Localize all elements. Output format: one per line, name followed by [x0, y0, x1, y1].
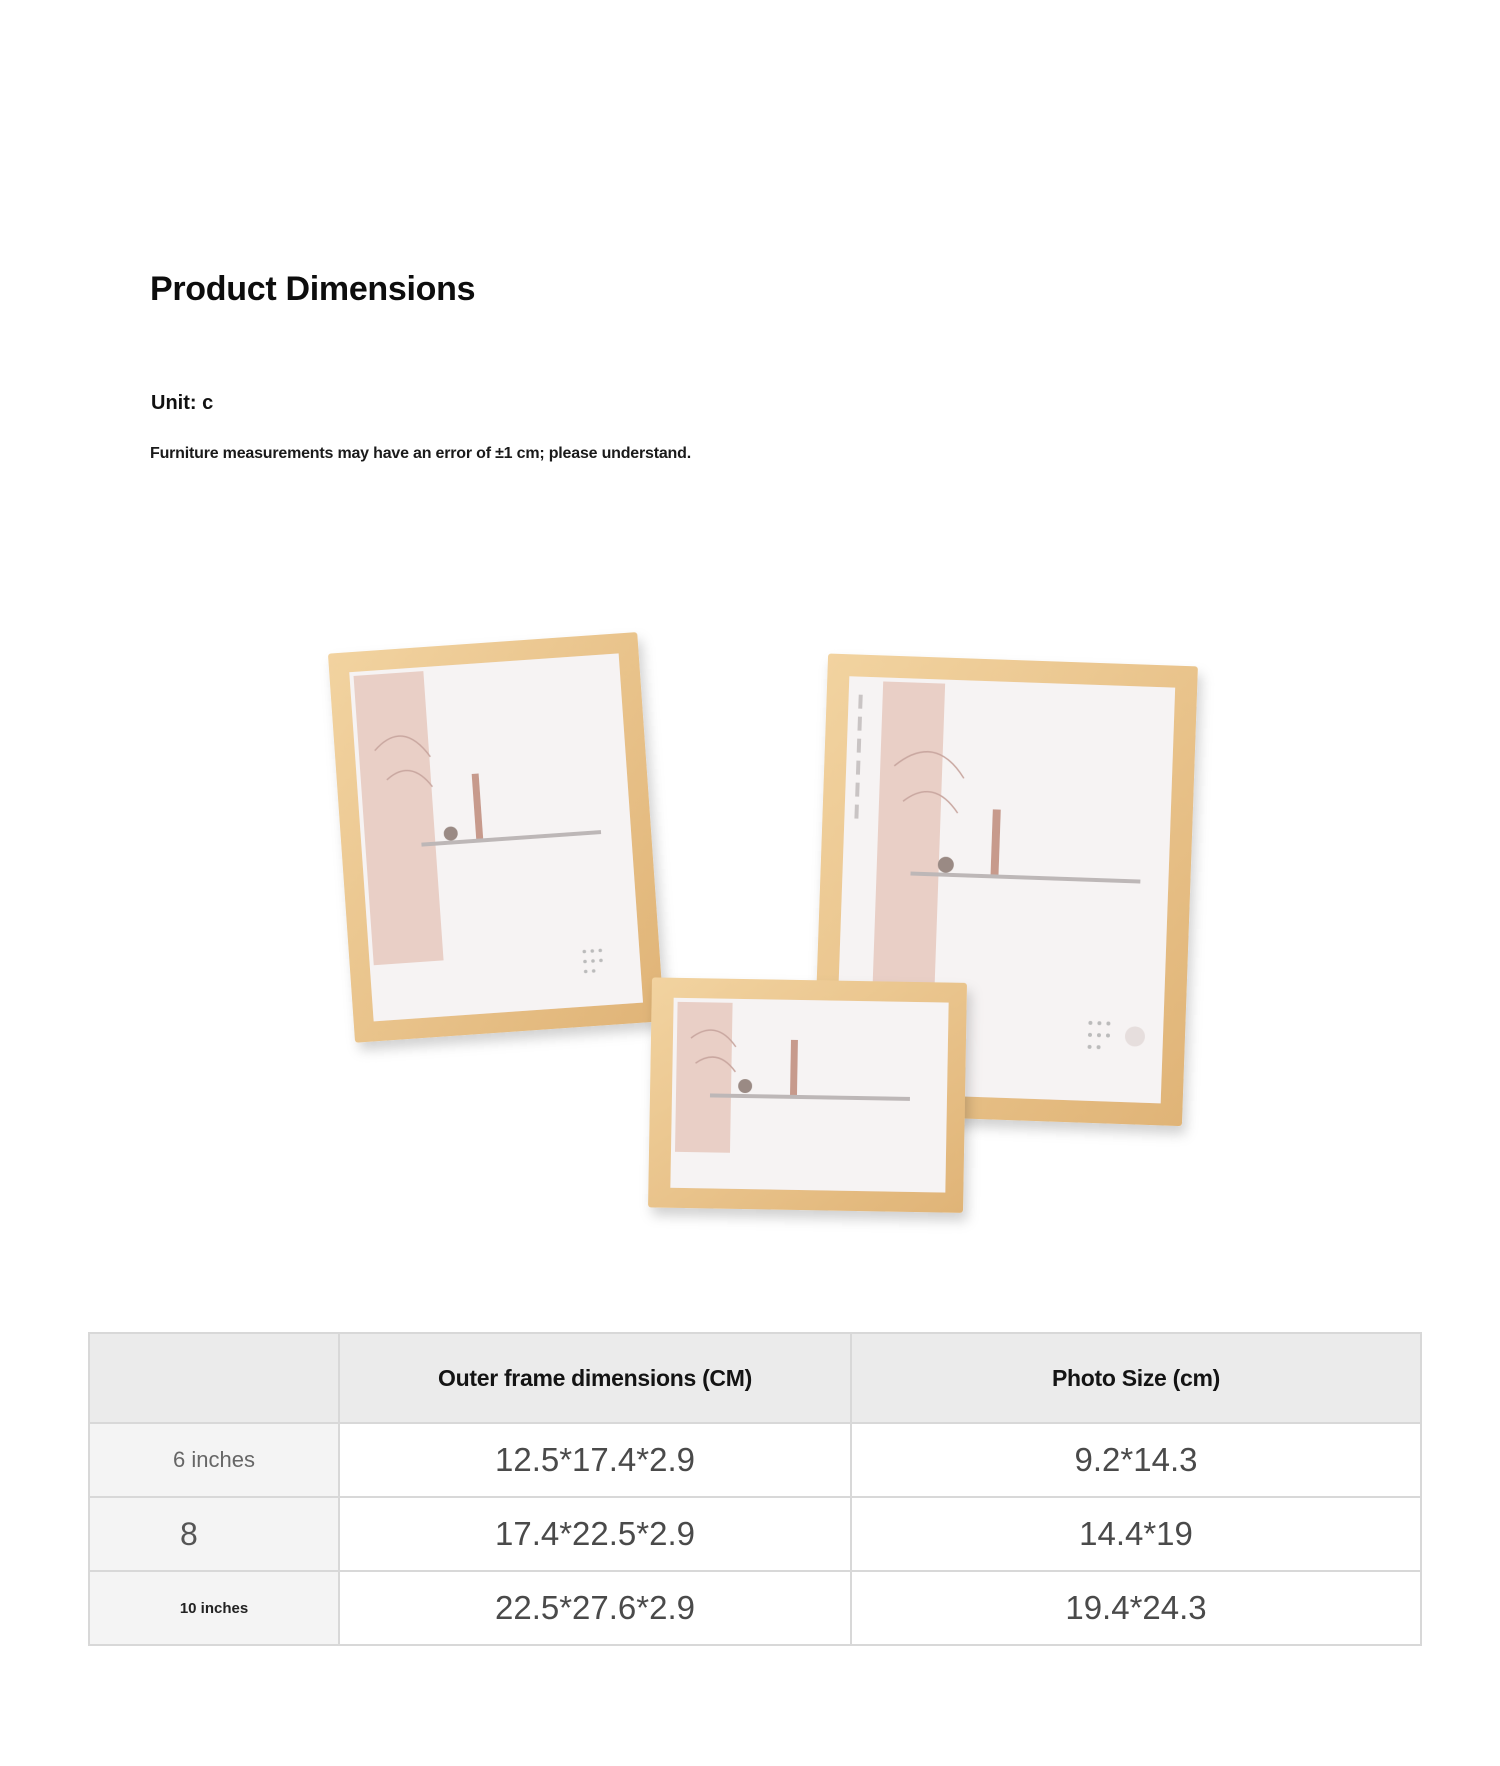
header-outer-frame: Outer frame dimensions (CM) [339, 1333, 851, 1423]
page-title: Product Dimensions [150, 270, 476, 308]
photo-size-value: 14.4*19 [851, 1497, 1421, 1571]
table-row [89, 1423, 1421, 1497]
outer-frame-value: 22.5*27.6*2.9 [339, 1571, 851, 1645]
table-header-row [89, 1333, 1421, 1423]
photo-frames-image [320, 600, 1220, 1240]
frame-front [648, 977, 967, 1212]
header-size [89, 1333, 339, 1423]
outer-frame-value: 17.4*22.5*2.9 [339, 1497, 851, 1571]
table-row [89, 1571, 1421, 1645]
table-row [89, 1497, 1421, 1571]
measurement-note: Furniture measurements may have an error of ±1 cm; please understand. [150, 445, 691, 462]
size-label: 6 inches [89, 1423, 339, 1497]
unit-label: Unit: c [151, 392, 214, 414]
header-photo-size: Photo Size (cm) [851, 1333, 1421, 1423]
frame-left [328, 632, 664, 1043]
photo-size-value: 19.4*24.3 [851, 1571, 1421, 1645]
dimensions-table [88, 1332, 1422, 1646]
size-label: 8 [89, 1497, 339, 1571]
photo-size-value: 9.2*14.3 [851, 1423, 1421, 1497]
size-label: 10 inches [89, 1571, 339, 1645]
outer-frame-value: 12.5*17.4*2.9 [339, 1423, 851, 1497]
